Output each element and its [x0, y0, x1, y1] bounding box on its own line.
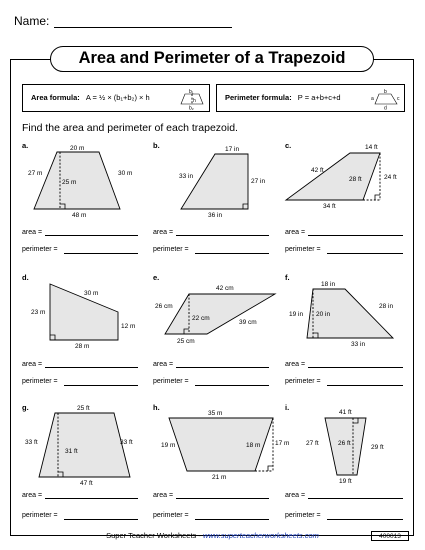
perimeter-label: perimeter = — [153, 512, 189, 519]
measurement: 33 in — [351, 341, 366, 348]
area-label: area = — [153, 229, 174, 236]
icon-b1-label: b₁ — [189, 89, 194, 95]
perimeter-label: perimeter = — [153, 246, 189, 253]
measurement: 39 cm — [239, 319, 257, 326]
problem-label: i. — [285, 403, 290, 412]
area-answer-line[interactable] — [176, 367, 269, 368]
measurement: 22 cm — [192, 315, 210, 322]
trapezoid-figure — [22, 140, 147, 220]
area-answer-line[interactable] — [176, 498, 269, 499]
perimeter-answer-line[interactable] — [195, 385, 269, 386]
measurement: 42 cm — [216, 285, 234, 292]
measurement: 25 cm — [177, 338, 195, 345]
icon-h-label: h — [193, 98, 196, 104]
name-label: Name: — [14, 14, 50, 28]
name-input-line[interactable] — [54, 27, 232, 28]
measurement: 26 ft — [338, 440, 351, 447]
trapezoid-figure — [283, 140, 413, 220]
measurement: 27 ft — [306, 440, 319, 447]
perimeter-formula-label: Perimeter formula: — [225, 93, 292, 102]
measurement: 31 ft — [65, 448, 78, 455]
problem-label: b. — [153, 141, 160, 150]
measurement: 18 in — [321, 281, 336, 288]
measurement: 19 ft — [339, 478, 352, 485]
perimeter-answer-line[interactable] — [327, 253, 403, 254]
perimeter-label: perimeter = — [22, 512, 58, 519]
area-answer-line[interactable] — [308, 498, 403, 499]
area-label: area = — [22, 361, 43, 368]
measurement: 17 m — [275, 440, 290, 447]
measurement: 33 in — [179, 173, 194, 180]
measurement: 25 ft — [77, 405, 90, 412]
perimeter-label: perimeter = — [285, 246, 321, 253]
footer-url-link[interactable]: www.superteacherworksheets.com — [202, 531, 319, 540]
area-answer-line[interactable] — [45, 498, 138, 499]
perimeter-answer-line[interactable] — [64, 519, 138, 520]
trapezoid-figure — [22, 402, 147, 487]
perimeter-label: perimeter = — [285, 378, 321, 385]
perimeter-label: perimeter = — [153, 378, 189, 385]
icon-c-label: c — [397, 96, 400, 102]
problem-label: g. — [22, 403, 29, 412]
icon-b2-label: b₂ — [189, 105, 194, 112]
perimeter-formula-expression: P = a+b+c+d — [297, 93, 341, 102]
icon-b-label: b — [384, 89, 387, 95]
measurement: 36 in — [208, 212, 223, 219]
measurement: 30 m — [118, 170, 133, 177]
trapezoid-figure — [153, 140, 278, 220]
measurement: 33 ft — [120, 439, 133, 446]
measurement: 30 m — [84, 290, 99, 297]
trapezoid-figure — [285, 272, 410, 352]
measurement: 47 ft — [80, 480, 93, 487]
area-label: area = — [22, 229, 43, 236]
perimeter-label: perimeter = — [22, 378, 58, 385]
trapezoid-figure — [22, 272, 147, 352]
problem-label: e. — [153, 273, 160, 282]
perimeter-answer-line[interactable] — [327, 385, 403, 386]
trapezoid-figure — [285, 402, 410, 485]
perimeter-answer-line[interactable] — [64, 253, 138, 254]
problem-label: d. — [22, 273, 29, 282]
icon-a-label: a — [371, 96, 374, 102]
area-answer-line[interactable] — [45, 235, 138, 236]
area-label: area = — [22, 492, 43, 499]
measurement: 19 m — [161, 442, 176, 449]
worksheet-code: 400013 — [371, 531, 409, 541]
area-formula-expression: A = ½ × (b₁+b₂) × h — [85, 93, 150, 102]
instructions: Find the area and perimeter of each trapezoid. — [22, 122, 238, 134]
measurement: 28 in — [379, 303, 394, 310]
measurement: 19 in — [289, 311, 304, 318]
measurement: 41 ft — [339, 409, 352, 416]
worksheet-title: Area and Perimeter of a Trapezoid — [50, 46, 374, 72]
trapezoid-figure — [153, 402, 290, 482]
measurement: 23 m — [31, 309, 46, 316]
footer — [0, 531, 425, 540]
measurement: 20 in — [316, 311, 331, 318]
area-label: area = — [285, 492, 306, 499]
problem-label: h. — [153, 403, 160, 412]
perimeter-answer-line[interactable] — [195, 519, 269, 520]
area-label: area = — [153, 492, 174, 499]
measurement: 27 m — [28, 170, 43, 177]
area-answer-line[interactable] — [176, 235, 269, 236]
measurement: 26 cm — [155, 303, 173, 310]
perimeter-answer-line[interactable] — [327, 519, 403, 520]
trapezoid-icon — [369, 88, 403, 110]
area-answer-line[interactable] — [308, 367, 403, 368]
problem-label: f. — [285, 273, 290, 282]
measurement: 24 ft — [384, 174, 397, 181]
area-formula-label: Area formula: — [31, 93, 80, 102]
area-answer-line[interactable] — [308, 235, 403, 236]
perimeter-label: perimeter = — [285, 512, 321, 519]
trapezoid-figure — [153, 272, 278, 352]
perimeter-label: perimeter = — [22, 246, 58, 253]
measurement: 34 ft — [323, 203, 336, 210]
area-label: area = — [285, 361, 306, 368]
measurement: 28 m — [75, 343, 90, 350]
measurement: 28 ft — [349, 176, 362, 183]
area-label: area = — [153, 361, 174, 368]
footer-text: Super Teacher Worksheets - — [106, 531, 203, 540]
icon-d-label: d — [384, 105, 387, 112]
measurement: 25 m — [62, 179, 77, 186]
area-answer-line[interactable] — [45, 367, 138, 368]
measurement: 21 m — [212, 474, 227, 481]
measurement: 33 ft — [25, 439, 38, 446]
measurement: 27 in — [251, 178, 266, 185]
measurement: 42 ft — [311, 167, 324, 174]
measurement: 12 m — [121, 323, 136, 330]
problem-label: a. — [22, 141, 29, 150]
perimeter-formula-box — [216, 84, 405, 112]
perimeter-answer-line[interactable] — [195, 253, 269, 254]
perimeter-answer-line[interactable] — [64, 385, 138, 386]
measurement: 18 m — [246, 442, 261, 449]
measurement: 17 in — [225, 146, 240, 153]
measurement: 14 ft — [365, 144, 378, 151]
measurement: 29 ft — [371, 444, 384, 451]
problem-label: c. — [285, 141, 292, 150]
area-formula-box — [22, 84, 210, 112]
measurement: 35 m — [208, 410, 223, 417]
measurement: 20 m — [70, 145, 85, 152]
area-label: area = — [285, 229, 306, 236]
measurement: 48 m — [72, 212, 87, 219]
trapezoid-icon — [177, 88, 207, 110]
